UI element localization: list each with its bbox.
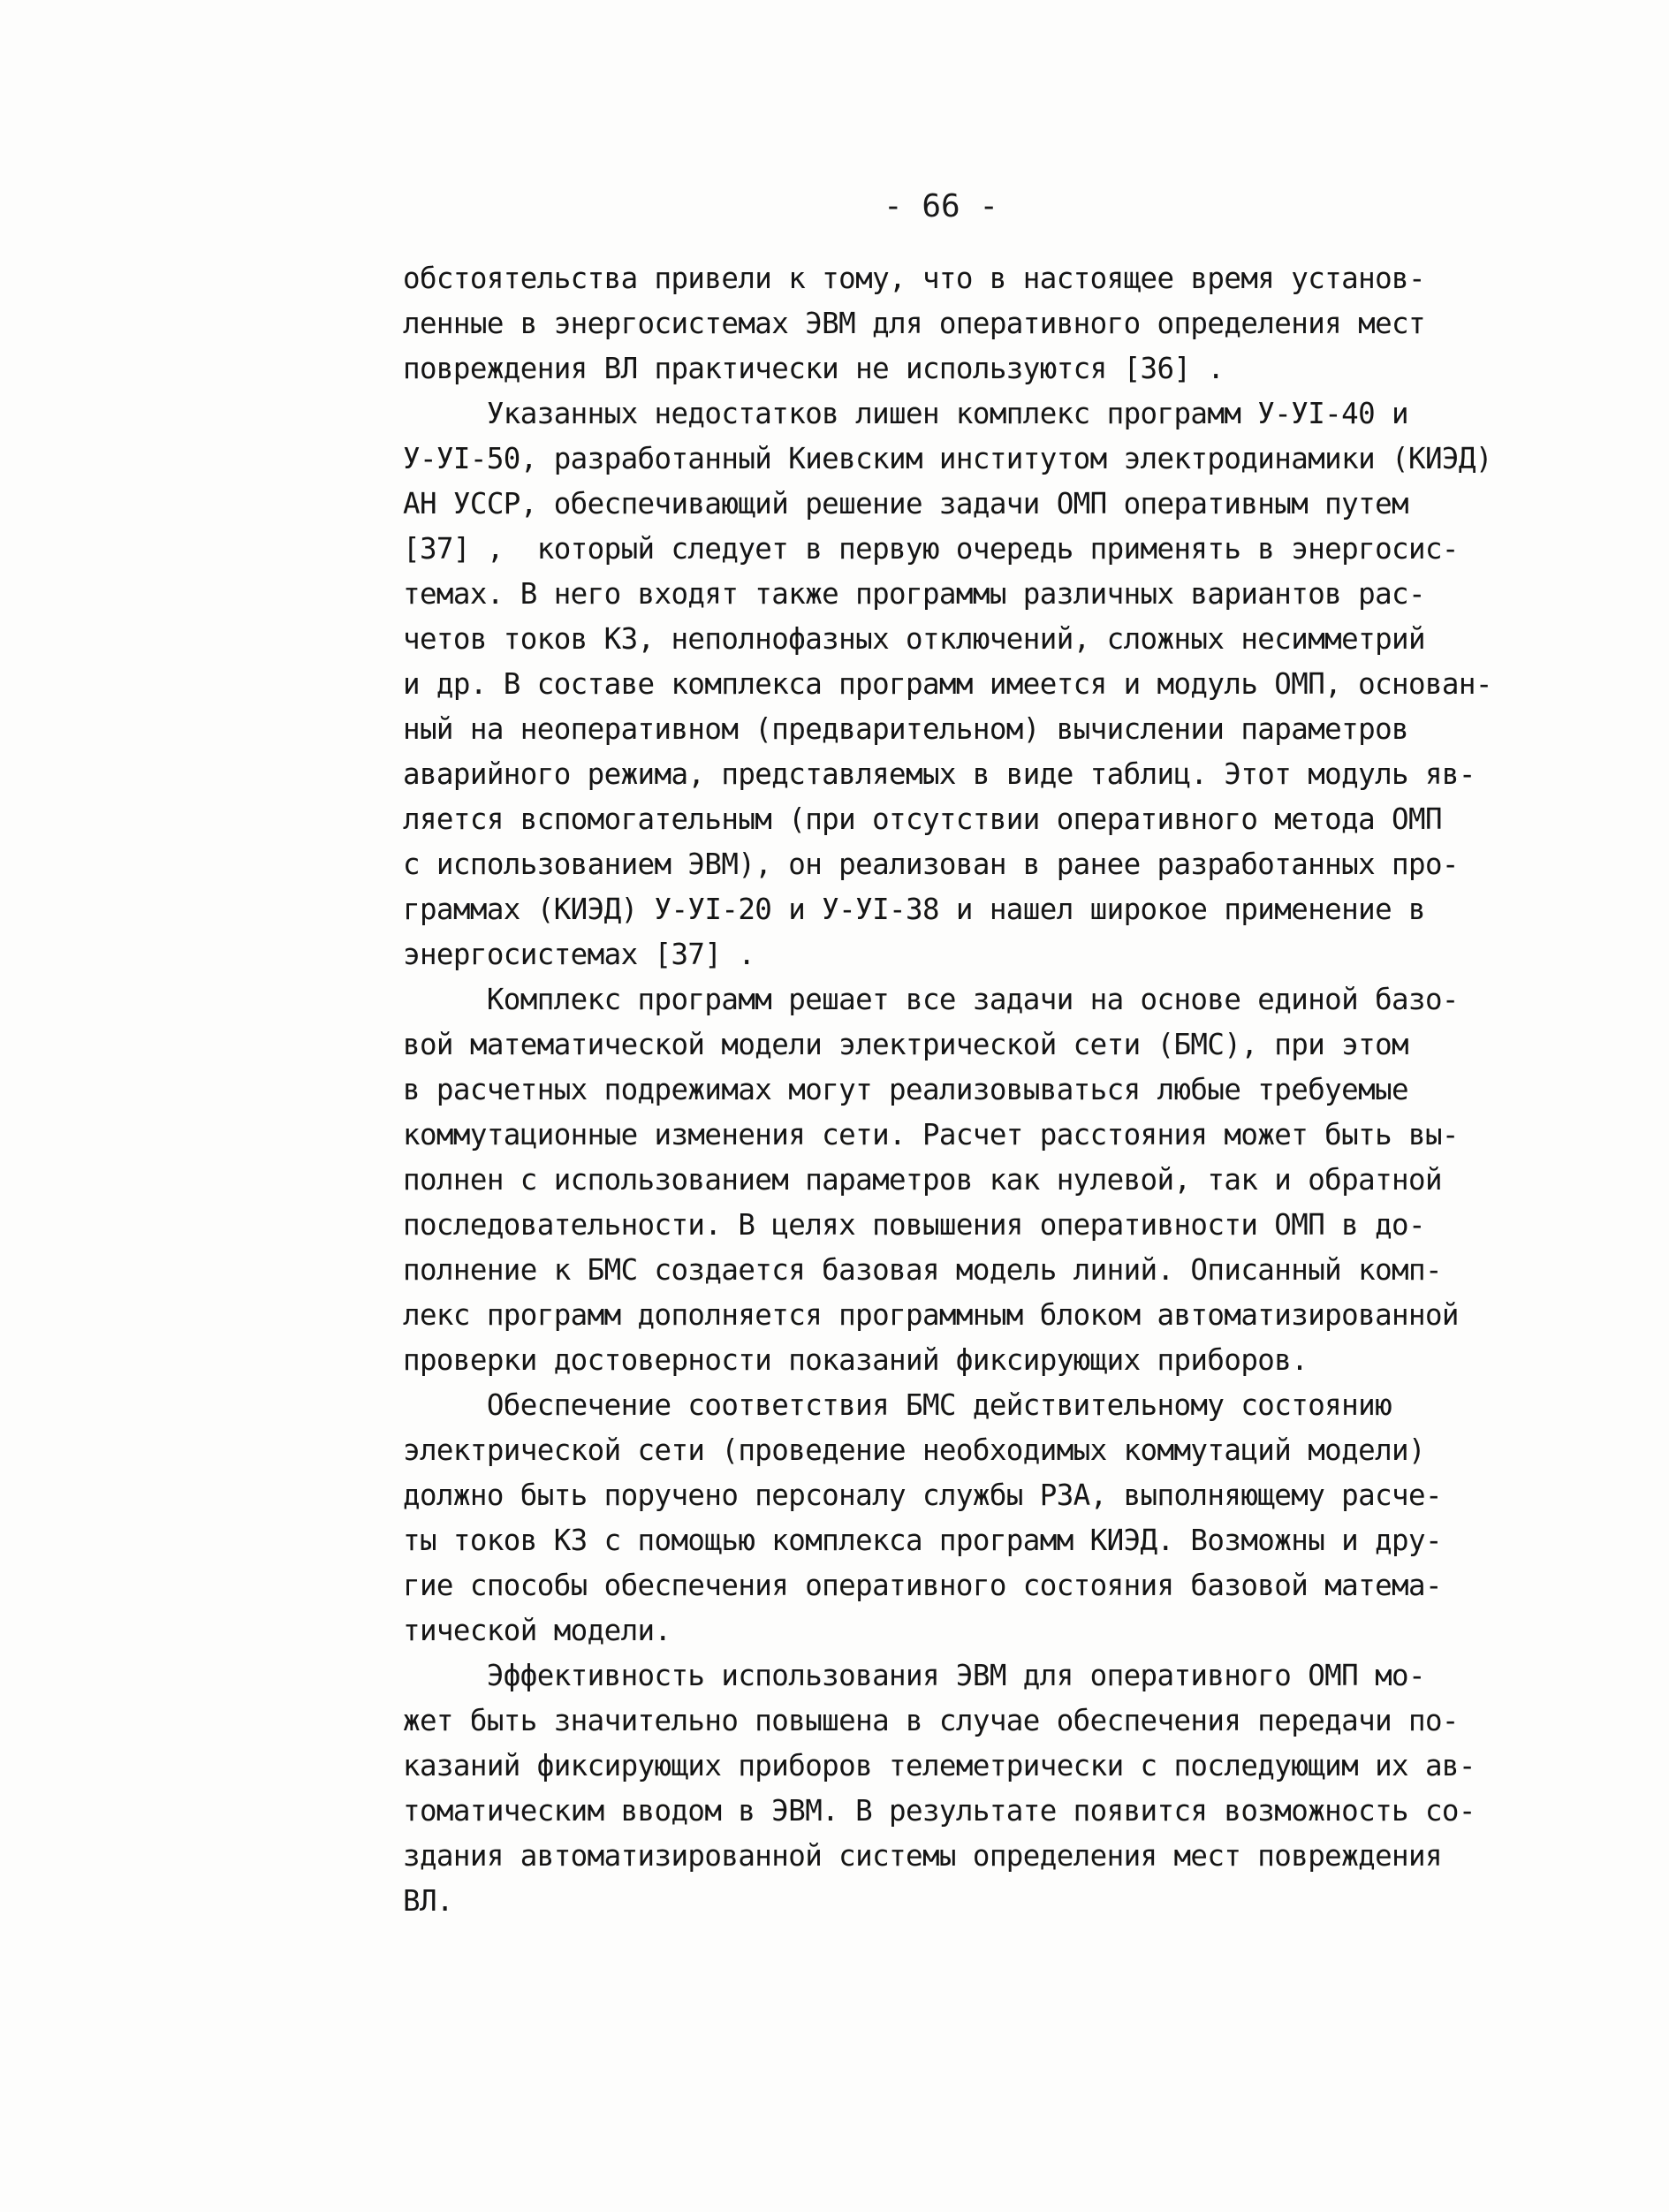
- text-line: томатическим вводом в ЭВМ. В результате появится возможность со-: [403, 1794, 1476, 1828]
- text-line: коммутационные изменения сети. Расчет расстояния может быть вы-: [403, 1118, 1459, 1152]
- text-line: Эффективность использования ЭВМ для оперативного ОМП мо-: [403, 1659, 1425, 1692]
- text-line: вой математической модели электрической сети (БМС), при этом: [403, 1028, 1408, 1061]
- text-line: с использованием ЭВМ), он реализован в ранее разработанных про-: [403, 848, 1459, 881]
- text-line: обстоятельства привели к тому, что в настоящее время установ-: [403, 262, 1425, 295]
- text-line: проверки достоверности показаний фиксирующих приборов.: [403, 1343, 1309, 1377]
- text-line: ленные в энергосистемах ЭВМ для оперативного определения мест: [403, 307, 1425, 340]
- text-line: четов токов КЗ, неполнофазных отключений, сложных несимметрий: [403, 622, 1425, 656]
- text-line: лекс программ дополняется программным блоком автоматизированной: [403, 1298, 1459, 1332]
- text-line: последовательности. В целях повышения оперативности ОМП в до-: [403, 1208, 1425, 1242]
- text-line: аварийного режима, представляемых в виде таблиц. Этот модуль яв-: [403, 757, 1476, 791]
- text-line: Обеспечение соответствия БМС действительному состоянию: [403, 1388, 1392, 1422]
- text-line: граммах (КИЭД) У-УI-20 и У-УI-38 и нашел широкое применение в: [403, 893, 1425, 926]
- text-line: здания автоматизированной системы определения мест повреждения: [403, 1839, 1442, 1873]
- text-line: казаний фиксирующих приборов телеметрически с последующим их ав-: [403, 1749, 1476, 1783]
- text-line: электрической сети (проведение необходимых коммутаций модели): [403, 1433, 1425, 1467]
- text-line: должно быть поручено персоналу службы РЗА, выполняющему расче-: [403, 1478, 1442, 1512]
- text-line: Комплекс программ решает все задачи на основе единой базо-: [403, 983, 1459, 1016]
- text-line: полнен с использованием параметров как нулевой, так и обратной: [403, 1163, 1442, 1197]
- text-line: Указанных недостатков лишен комплекс программ У-УI-40 и: [403, 397, 1408, 430]
- text-line: ВЛ.: [403, 1884, 453, 1918]
- text-line: повреждения ВЛ практически не используются [36] .: [403, 352, 1225, 385]
- text-line: ный на неоперативном (предварительном) вычислении параметров: [403, 712, 1408, 746]
- text-line: гие способы обеспечения оперативного состояния базовой матема-: [403, 1569, 1442, 1602]
- page-number: - 66 -: [884, 188, 999, 224]
- text-line: АН УССР, обеспечивающий решение задачи ОМП оперативным путем: [403, 487, 1408, 521]
- text-line: жет быть значительно повышена в случае обеспечения передачи по-: [403, 1704, 1459, 1737]
- text-line: энергосистемах [37] .: [403, 938, 755, 971]
- text-line: ляется вспомогательным (при отсутствии оперативного метода ОМП: [403, 802, 1442, 836]
- text-line: [37] , который следует в первую очередь применять в энергосис-: [403, 532, 1459, 566]
- text-line: в расчетных подрежимах могут реализовываться любые требуемые: [403, 1073, 1408, 1106]
- text-line: темах. В него входят также программы различных вариантов рас-: [403, 577, 1425, 611]
- body-text: [403, 256, 1551, 1924]
- text-line: и др. В составе комплекса программ имеется и модуль ОМП, основан-: [403, 667, 1492, 701]
- text-line: тической модели.: [403, 1614, 671, 1647]
- text-line: ты токов КЗ с помощью комплекса программ КИЭД. Возможны и дру-: [403, 1524, 1442, 1557]
- text-line: полнение к БМС создается базовая модель линий. Описанный комп-: [403, 1253, 1442, 1287]
- text-line: У-УI-50, разработанный Киевским институтом электродинамики (КИЭД): [403, 442, 1492, 475]
